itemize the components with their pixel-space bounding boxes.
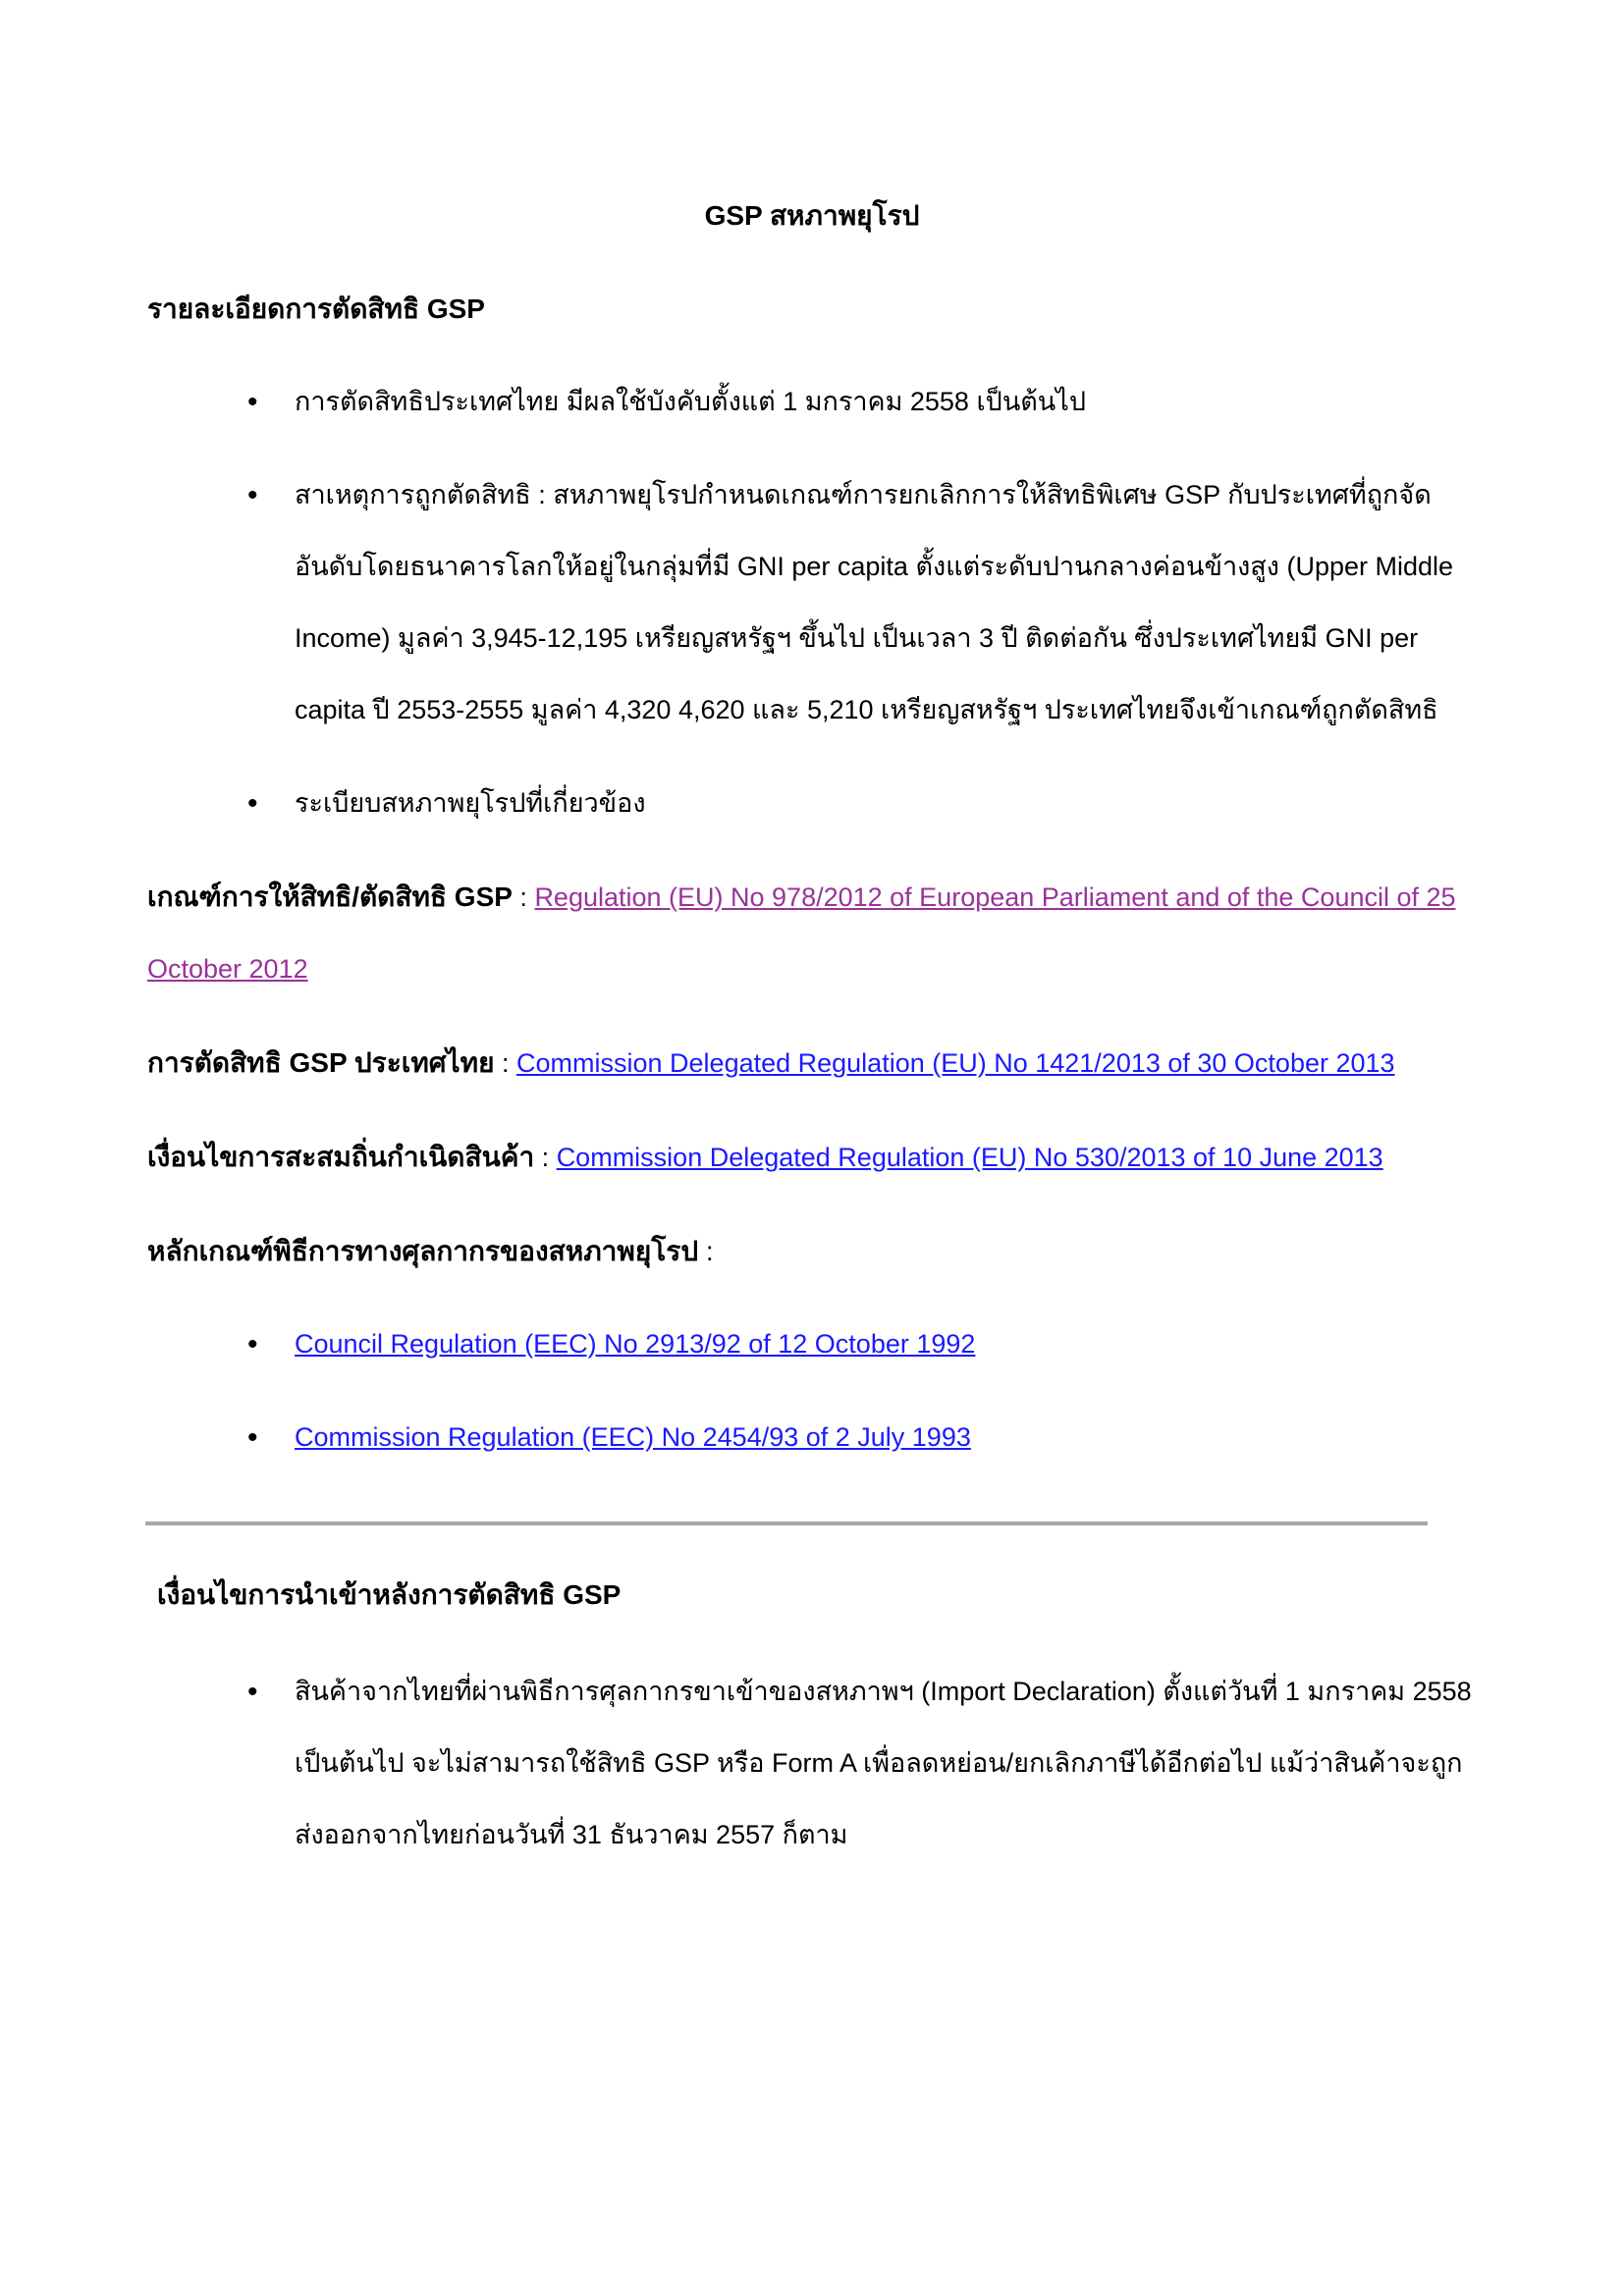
regulation-label: เงื่อนไขการสะสมถิ่นกำเนิดสินค้า [147, 1142, 535, 1172]
regulation-eec-2913-92-link[interactable]: Council Regulation (EEC) No 2913/92 of 12 October 1992 [295, 1329, 976, 1359]
regulation-eu-530-2013-link[interactable]: Commission Delegated Regulation (EU) No 530/2013 of 10 June 2013 [556, 1143, 1383, 1172]
list-item: • สินค้าจากไทยที่ผ่านพิธีการศุลกากรขาเข้าของสหภาพฯ (Import Declaration) ตั้งแต่วันที่ 1 มกราคม 2558 เป็นต้นไป จะไม่สามารถใช้สิทธิ GSP หรือ Form A เพื่อลดหย่อน/ยกเลิกภาษีได้อีกต่อไป แม้ว่าสินค้าจะถูกส่งออกจากไทยก่อนวันที่ 31 ธันวาคม 2557 ก็ตาม [147, 1656, 1477, 1871]
regulation-paragraph-criteria [147, 861, 1477, 1005]
regulation-label: การตัดสิทธิ GSP ประเทศไทย [147, 1047, 495, 1078]
label-separator: : [512, 882, 535, 912]
list-item [147, 1402, 1477, 1473]
list-item [147, 1308, 1477, 1380]
page-title: GSP สหภาพยุโรป [704, 200, 920, 231]
regulation-paragraph-thailand-cut [147, 1027, 1477, 1099]
customs-section-heading [147, 1215, 1477, 1287]
regulation-eu-978-2012-link[interactable]: Regulation (EU) No 978/2012 of European Parliament and of the Council of 25 October 2012 [147, 882, 1456, 984]
post-cut-bullet-list [147, 1656, 1477, 1871]
label-separator: : [534, 1143, 557, 1172]
customs-heading-text: หลักเกณฑ์พิธีการทางศุลกากรของสหภาพยุโรป [147, 1236, 699, 1266]
label-separator: : [494, 1048, 517, 1078]
list-item: • สาเหตุการถูกตัดสิทธิ : สหภาพยุโรปกำหนดเกณฑ์การยกเลิกการให้สิทธิพิเศษ GSP กับประเทศที่ถูกจัดอันดับโดยธนาคารโลกให้อยู่ในกลุ่มที่มี GNI per capita ตั้งแต่ระดับปานกลางค่อนข้างสูง (Upper Middle Income) มูลค่า 3,945-12,195 เหรียญสหรัฐฯ ขึ้นไป เป็นเวลา 3 ปี ติดต่อกัน ซึ่งประเทศไทยมี GNI per capita ปี 2553-2555 มูลค่า 4,320 4,620 และ 5,210 เหรียญสหรัฐฯ ประเทศไทยจึงเข้าเกณฑ์ถูกตัดสิทธิ [147, 459, 1477, 746]
heading-colon: : [698, 1236, 714, 1266]
regulation-paragraph-cumulation [147, 1121, 1477, 1194]
details-bullet-list [147, 366, 1477, 839]
regulation-eu-1421-2013-link[interactable]: Commission Delegated Regulation (EU) No 1421/2013 of 30 October 2013 [516, 1048, 1395, 1078]
regulation-label: เกณฑ์การให้สิทธิ/ตัดสิทธิ GSP [147, 881, 513, 912]
list-item: • ระเบียบสหภาพยุโรปที่เกี่ยวข้อง [147, 768, 1477, 839]
list-item: • การตัดสิทธิประเทศไทย มีผลใช้บังคับตั้งแต่ 1 มกราคม 2558 เป็นต้นไป [147, 366, 1477, 438]
customs-link-list [147, 1308, 1477, 1473]
details-section-heading: รายละเอียดการตัดสิทธิ GSP [147, 294, 485, 324]
regulation-eec-2454-93-link[interactable]: Commission Regulation (EEC) No 2454/93 of 2 July 1993 [295, 1422, 971, 1452]
post-cut-section-heading: เงื่อนไขการนำเข้าหลังการตัดสิทธิ GSP [157, 1579, 622, 1610]
section-divider [145, 1522, 1428, 1525]
